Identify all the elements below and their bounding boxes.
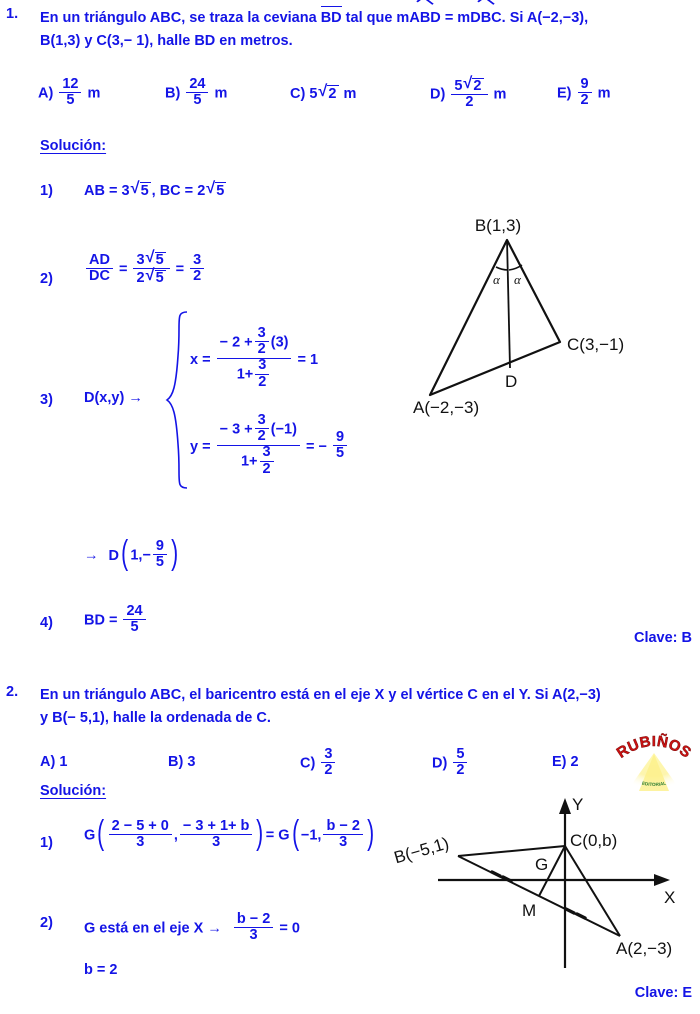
p2-option-d-fraction	[453, 747, 467, 778]
diagram2-label-b: B(−5,1)	[391, 833, 452, 868]
step3-y-result-num: 9	[335, 429, 345, 446]
step2-ratio-radicals	[133, 251, 169, 286]
p2-close-paren-2: )	[367, 814, 375, 853]
step3-y-equation	[190, 412, 349, 479]
step4-bd-fraction	[123, 604, 145, 635]
option-a-numerator: 12	[62, 76, 79, 92]
step3-x-den-inner-frac	[255, 358, 269, 389]
p2-step1-fy-num: − 3 + 1+ b	[182, 818, 250, 834]
p2-step1-fraction-y	[180, 819, 253, 850]
p2-step2-text: G está en el eje X	[84, 920, 204, 937]
logo-brand-text	[612, 732, 696, 767]
problem-1-number: 1.	[6, 6, 19, 22]
p2-step1-g2-x: −1,	[300, 827, 322, 844]
rubinos-logo	[612, 732, 696, 793]
problem-1-step-1-body	[84, 181, 227, 199]
y-axis-arrow	[559, 798, 571, 814]
p2-step1-fraction-x	[109, 819, 172, 850]
step3-y-num-inner-frac	[255, 413, 269, 444]
option-d-numerator	[451, 77, 487, 94]
problem-1-step-1-number: 1)	[40, 183, 53, 199]
diagram2-label-g: G	[535, 855, 549, 874]
statement-text-part3: . Si A(−2,−3),	[501, 10, 589, 26]
option-a[interactable]	[38, 78, 100, 109]
step3b-x-value: 1,	[130, 547, 143, 564]
p2-option-c-num: 3	[324, 746, 333, 762]
p2-option-e[interactable]	[552, 754, 579, 770]
angle-abd-post: D	[430, 10, 441, 26]
step3b-d-label: D	[108, 547, 120, 564]
problem-1-options	[0, 72, 700, 112]
problem-2-step-2-body	[84, 913, 300, 944]
step3-y-variable: y =	[190, 438, 211, 455]
step3b-y-den: 5	[153, 554, 167, 570]
step2-result-fraction	[190, 253, 204, 284]
p2-step1-fy-den: 3	[180, 834, 253, 850]
step3-x-fraction	[217, 327, 292, 391]
angle-arc-left	[496, 267, 508, 270]
step3b-arrow: →	[84, 547, 99, 564]
option-e-numerator: 9	[580, 76, 589, 92]
option-c[interactable]	[290, 84, 356, 102]
step3-y-result-equals: = −	[305, 438, 327, 455]
option-c-letter: C)	[290, 86, 306, 102]
step2-dc: DC	[86, 268, 113, 284]
step3b-y-num: 9	[155, 538, 164, 554]
step3-x-equation	[190, 325, 319, 392]
p2-step1-comma: ,	[173, 827, 178, 844]
step3-x-numerator	[217, 327, 292, 358]
p2-option-b-letter: B)	[168, 754, 184, 770]
option-a-denominator: 5	[59, 92, 81, 108]
p2-open-paren-2: (	[291, 814, 299, 853]
p2-option-a-value: 1	[59, 754, 68, 770]
axis-label-x: X	[664, 888, 676, 907]
step3-point-d: D(x,y)	[84, 390, 125, 406]
diagram-label-a: A(−2,−3)	[413, 398, 480, 417]
problem-2-step-1-number: 1)	[40, 835, 53, 851]
x-axis-arrow	[654, 874, 670, 886]
step4-bd-num: 24	[126, 603, 143, 619]
cevian-bd	[507, 240, 510, 368]
step3-x-num-inner-frac	[255, 326, 269, 357]
step3-y-result-fraction	[333, 430, 347, 461]
diagram-label-d: D	[505, 372, 518, 391]
option-d-letter: D)	[430, 86, 446, 103]
step2-num-coef: 3	[136, 252, 145, 268]
axis-label-y: Y	[572, 795, 584, 814]
problem-1-step-3-number: 3)	[40, 392, 53, 408]
option-b-denominator: 5	[186, 92, 208, 108]
angle-label-alpha-right: α	[514, 272, 521, 287]
step1-ab-sqrt	[131, 181, 151, 199]
problem-2-step-1-body	[84, 814, 376, 853]
option-c-unit: m	[343, 86, 357, 102]
option-d-num-coefficient: 5	[454, 78, 463, 94]
angle-dbc-post: C	[491, 10, 502, 26]
option-b-letter: B)	[165, 85, 181, 102]
step3-y-den-a: 1+	[240, 453, 258, 470]
option-e-denominator: 2	[578, 92, 592, 108]
step2-ratio-ad-dc	[86, 253, 113, 284]
angle-dbc-hat: B	[481, 7, 491, 30]
option-b-numerator: 24	[189, 76, 206, 92]
option-c-coefficient: 5	[309, 86, 318, 102]
step3-x-num-inner-den: 2	[255, 341, 269, 357]
step2-den-radical	[133, 268, 169, 286]
p2-option-c-den: 2	[321, 762, 335, 778]
p2-option-a-letter: A)	[40, 754, 56, 770]
step2-den-radicand: 5	[155, 270, 164, 287]
problem-2-number: 2.	[6, 684, 19, 700]
problem-1-step-4-number: 4)	[40, 615, 53, 631]
step3-y-result-den: 5	[333, 445, 347, 461]
step3-y-num-b: (−1)	[270, 421, 297, 438]
p2-option-b[interactable]	[168, 754, 195, 770]
step1-ab-coef: 3	[121, 183, 130, 199]
option-a-fraction	[59, 77, 81, 108]
option-d-sqrt	[463, 77, 483, 94]
step1-bc-label: BC =	[159, 183, 194, 199]
problem-1-clave: Clave: B	[633, 630, 692, 646]
step2-equals-1: =	[118, 261, 128, 278]
option-b[interactable]	[165, 78, 227, 109]
option-d-radicand: 2	[473, 78, 482, 94]
problem-2-statement-line-1: En un triángulo ABC, el baricentro está en el eje X y el vértice C en el Y. Si A(2,−3)	[40, 687, 601, 703]
diagram-label-c: C(3,−1)	[567, 335, 625, 354]
p2-option-e-value: 2	[570, 754, 579, 770]
step1-ab-label: AB =	[84, 183, 118, 199]
option-d-fraction	[451, 77, 487, 110]
p2-option-c-letter: C)	[300, 755, 316, 772]
problem-1-statement	[40, 6, 700, 53]
p2-step1-g2-fraction	[323, 819, 362, 850]
diagram2-label-a: A(2,−3)	[616, 939, 673, 958]
step3-x-result: = 1	[297, 351, 319, 368]
step1-ab-radicand: 5	[140, 183, 149, 199]
problem-1-solution-heading: Solución:	[40, 138, 107, 154]
p2-step1-fx-num: 2 − 5 + 0	[111, 818, 169, 834]
step3-y-numerator	[217, 414, 300, 445]
problem-1-step-3-label	[84, 390, 143, 406]
problem-2-coordinate-diagram	[391, 788, 700, 973]
problem-2-solution-heading: Solución:	[40, 783, 107, 799]
statement-line-2: B(1,3) y C(3,− 1), halle BD en metros.	[40, 33, 293, 49]
step3-y-den-inner-frac	[260, 445, 274, 476]
problem-2-statement	[40, 684, 700, 730]
step3-arrow: →	[128, 390, 143, 406]
p2-option-c-fraction	[321, 747, 335, 778]
p2-option-d-den: 2	[453, 762, 467, 778]
logo-tagline-label: EDITORIAL	[641, 780, 667, 788]
step1-bc-radicand: 5	[216, 183, 225, 199]
problem-2-step-2-number: 2)	[40, 915, 53, 931]
option-e[interactable]	[557, 78, 611, 109]
p2-step2-num: b − 2	[236, 911, 271, 927]
side-bc	[458, 846, 565, 856]
problem-2-clave: Clave: E	[634, 985, 692, 1001]
option-d-denominator: 2	[451, 94, 487, 110]
step3-x-num-inner-num: 3	[257, 325, 266, 341]
step3-x-variable: x =	[190, 351, 211, 368]
p2-open-paren-1: (	[97, 814, 105, 853]
step2-ad: AD	[89, 252, 110, 268]
p2-option-d-letter: D)	[432, 755, 448, 772]
statement-equals: = m	[444, 10, 471, 26]
segment-bd-overline: BD	[321, 6, 342, 30]
step1-bc-sqrt	[206, 181, 226, 199]
step2-den-sqrt	[146, 269, 166, 286]
p2-step1-g2-num: b − 2	[326, 818, 360, 834]
option-c-sqrt	[318, 84, 338, 102]
problem-2-statement-line-2: y B(− 5,1), halle la ordenada de C.	[40, 710, 271, 726]
step3-x-den-a: 1+	[236, 366, 254, 383]
p2-option-b-value: 3	[187, 754, 196, 770]
step2-result-den: 2	[190, 268, 204, 284]
option-d[interactable]	[430, 78, 506, 111]
angle-abd-pre: A	[409, 10, 420, 26]
step4-bd-den: 5	[123, 619, 145, 635]
step3-y-denominator	[217, 445, 300, 477]
step2-equals-2: =	[175, 261, 185, 278]
step3-x-num-b: (3)	[270, 334, 289, 351]
step3-x-den-inner-den: 2	[255, 374, 269, 390]
option-e-fraction	[578, 77, 592, 108]
p2-step1-fx-den: 3	[109, 834, 172, 850]
step3-x-num-a: − 2 +	[219, 334, 253, 351]
p2-option-d[interactable]	[432, 748, 469, 779]
p2-step1-g2-den: 3	[323, 834, 362, 850]
option-a-letter: A)	[38, 85, 54, 102]
step3-y-den-inner-num: 3	[262, 444, 271, 461]
option-e-unit: m	[597, 85, 611, 102]
option-e-letter: E)	[557, 85, 572, 102]
step3-y-fraction	[217, 414, 300, 478]
p2-close-paren-1: )	[256, 814, 264, 853]
problem-1-step-4-body	[84, 605, 148, 636]
step3b-minus: −	[142, 547, 151, 564]
option-a-unit: m	[87, 85, 101, 102]
close-paren: )	[171, 534, 179, 573]
angle-abd-hat: B	[420, 7, 430, 30]
angle-label-alpha-left: α	[493, 272, 500, 287]
step4-bd-label: BD =	[84, 612, 118, 629]
statement-text-part1: En un triángulo ABC, se traza la ceviana	[40, 10, 317, 26]
step-3-brace	[165, 310, 191, 490]
p2-step2-den: 3	[234, 927, 273, 943]
problem-2-step-3-body: b = 2	[84, 962, 118, 978]
p2-step2-arrow: →	[207, 920, 222, 937]
step2-num-radicand: 5	[155, 252, 164, 268]
step3-x-denominator	[217, 358, 292, 390]
step3-x-den-inner-num: 3	[258, 357, 267, 374]
open-paren: (	[121, 534, 129, 573]
problem-1-point-d-result	[84, 534, 180, 573]
p2-step1-equals: =	[265, 827, 275, 844]
option-d-unit: m	[493, 86, 507, 103]
p2-option-a[interactable]	[40, 754, 67, 770]
logo-brand-label: RUBIÑOS	[613, 732, 695, 762]
problem-1-step-2-body	[84, 252, 206, 287]
diagram-label-b: B(1,3)	[474, 216, 522, 235]
p2-step2-fraction	[234, 912, 273, 943]
step3-y-num-a: − 3 +	[219, 421, 253, 438]
option-b-fraction	[186, 77, 208, 108]
p2-step1-g: G	[84, 827, 96, 844]
problem-2-options	[0, 742, 700, 782]
step2-den-coef: 2	[136, 270, 145, 287]
p2-step2-result: = 0	[279, 920, 300, 937]
step3b-y-fraction	[153, 539, 167, 570]
step3-y-den-inner-den: 2	[260, 461, 274, 477]
p2-option-e-letter: E)	[552, 754, 567, 770]
step2-result-num: 3	[193, 252, 202, 268]
diagram2-label-m: M	[522, 901, 537, 920]
angle-dbc-pre: D	[470, 10, 481, 26]
p2-option-c[interactable]	[300, 748, 337, 779]
problem-1-triangle-diagram	[395, 205, 695, 425]
option-b-unit: m	[214, 85, 228, 102]
problem-1-step-2-number: 2)	[40, 271, 53, 287]
step3-y-num-inner-num: 3	[257, 412, 266, 428]
statement-text-part2: tal que m	[345, 10, 410, 26]
option-c-radicand: 2	[328, 86, 337, 102]
p2-step1-g2: G	[278, 827, 290, 844]
p2-option-d-num: 5	[456, 746, 465, 762]
step1-bc-coef: 2	[197, 183, 206, 199]
diagram2-label-c: C(0,b)	[570, 831, 618, 850]
step3-y-num-inner-den: 2	[255, 428, 269, 444]
step1-comma: ,	[151, 183, 156, 199]
